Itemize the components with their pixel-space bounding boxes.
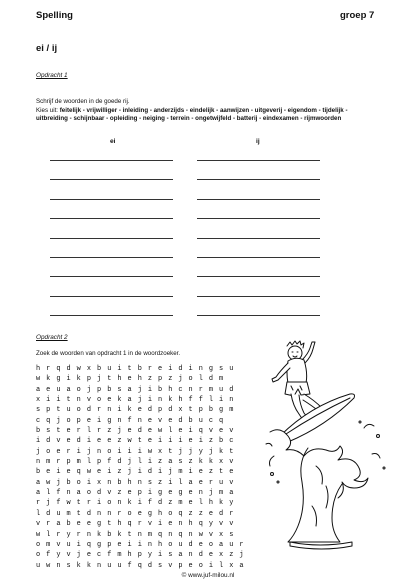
answer-line[interactable] (50, 296, 173, 297)
grid-row: w l r y r n k b k t n m q n q n w v x s (36, 530, 235, 539)
grid-row: h r q d w x b u i t b r e i d i n g s u (36, 365, 235, 373)
word-search-grid (36, 364, 245, 571)
answer-line[interactable] (197, 276, 320, 277)
answer-line[interactable] (50, 199, 173, 200)
word-list-items: feitelijk - vrijwilliger - inleiding - anderzijds - eindelijk - aanwijzen - uitgeverij - eigendom - tijdelijk - uitbreiding - schijnbaar - opleiding - neiging - terrein - ongetwijfeld - batterij - eindexamen - rijmwoorden (36, 106, 348, 123)
answer-line[interactable] (50, 276, 173, 277)
answer-line[interactable] (197, 179, 320, 180)
grid-row: x i i t n v o e k a j i n k h f f l i n (36, 396, 235, 405)
grid-row: a e u a o j p b s a j i b h c n r m u d (36, 385, 235, 394)
answer-line[interactable] (50, 257, 173, 258)
grid-row: l d u m t d n n r o e g h o q z z e d r (36, 509, 235, 518)
column-header-ei: ei (110, 138, 116, 145)
answer-line[interactable] (197, 199, 320, 200)
word-list (36, 107, 381, 124)
answer-line[interactable] (197, 296, 320, 297)
grid-row: j o e r i j n o i i i w x t j j y j k t (36, 447, 235, 456)
topic-title: ei / ij (36, 43, 58, 54)
grid-row: o m v u i q g p e i i n h o u d e o a u r (36, 540, 245, 549)
grid-row: w k g i k p j t h e h z p z j o l d m (36, 375, 225, 384)
answer-line[interactable] (50, 160, 173, 161)
answer-line[interactable] (50, 238, 173, 239)
footer-copyright: © www.juf-milou.nl (181, 572, 235, 579)
grid-row: b e i e q w e i z j i d i j m i e z t e (36, 468, 235, 477)
answer-line[interactable] (197, 218, 320, 219)
grid-row: u w n s k k n u u f q d s v p e o i l x a (36, 561, 245, 570)
assignment-1-instruction-block (36, 98, 381, 124)
grid-row: i d v e d i e e z w t e i i i e i z b c (36, 437, 235, 446)
answer-line[interactable] (50, 179, 173, 180)
assignment-1-instruction: Schrijf de woorden in de goede rij. (36, 98, 130, 105)
grid-row: n m r p m l p f d j l i z a s z k k x v (36, 458, 235, 467)
header-subject: Spelling (36, 10, 73, 21)
surfer-illustration (260, 336, 400, 561)
answer-line[interactable] (50, 218, 173, 219)
grid-row: a l f n a o d v z e p i g e g e n j m a (36, 489, 235, 498)
assignment-2-instruction: Zoek de woorden van opdracht 1 in de woordzoeker. (36, 350, 181, 357)
column-header-ij: ij (256, 138, 260, 145)
answer-line[interactable] (197, 315, 320, 316)
assignment-2-title: Opdracht 2 (36, 334, 68, 341)
grid-row: r j f w t r i o n k i f d z m e l h k y (36, 499, 235, 508)
answer-line[interactable] (197, 160, 320, 161)
answer-line[interactable] (197, 238, 320, 239)
choose-label: Kies uit: (36, 106, 60, 114)
answer-line[interactable] (50, 315, 173, 316)
grid-row: b s t e r l r z j e d e w l e i q v e v (36, 427, 235, 436)
grid-row: o f y v j e c f m h p y i s a n d e x z j (36, 551, 245, 560)
grid-row: c q j o p e i g n f n e v e d b u c q (36, 416, 225, 425)
answer-line[interactable] (197, 257, 320, 258)
header-group: groep 7 (340, 10, 375, 21)
grid-row: a w j b o i x n b h n s z i l a e r u v (36, 478, 235, 487)
grid-row: v r a b e e g t h q r v i e n h q y v v (36, 520, 235, 529)
assignment-1-title: Opdracht 1 (36, 72, 68, 79)
grid-row: s p t u o d r n i k e d p d x t p b g m (36, 406, 235, 415)
